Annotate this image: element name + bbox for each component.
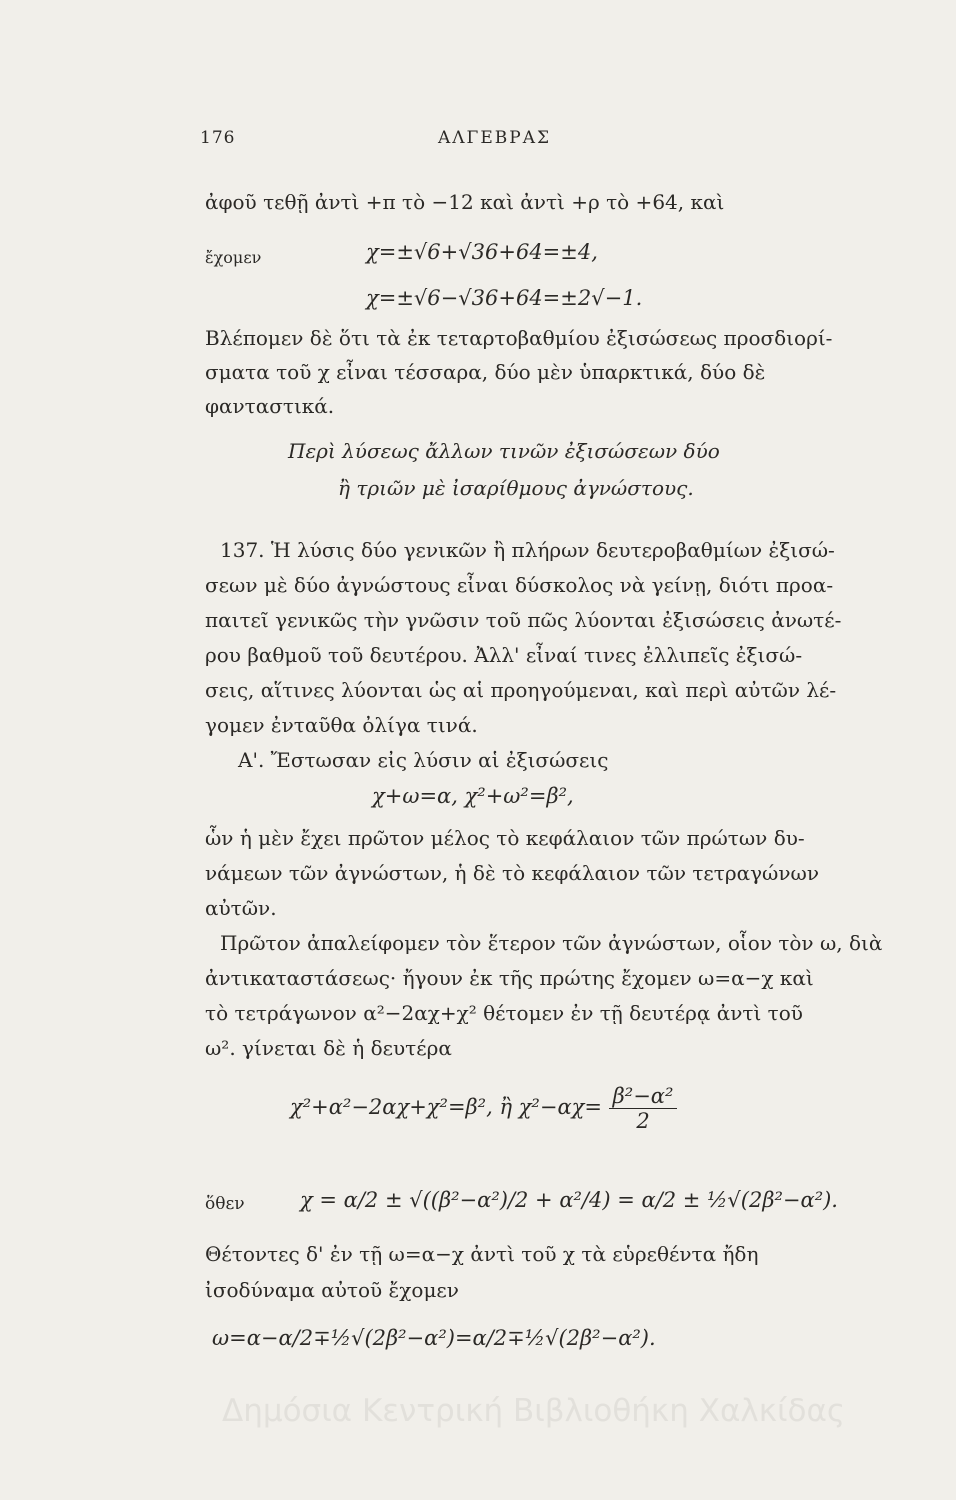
equation: χ=±√6−√36+64=±2√−1. [366, 286, 643, 310]
equation: χ = α/2 ± √((β²−α²)/2 + α²/4) = α/2 ± ½√(2β²−α²). [300, 1188, 838, 1212]
equation: χ=±√6+√36+64=±4, [366, 240, 598, 264]
paragraph-line: ω². γίνεται δὲ ἡ δευτέρα [205, 1036, 452, 1060]
fraction-numerator: β²−α² [609, 1084, 678, 1109]
section-heading: Περὶ λύσεως ἄλλων τινῶν ἐξισώσεων δύο [288, 439, 720, 463]
paragraph-line: νάμεων τῶν ἀγνώστων, ἡ δὲ τὸ κεφάλαιον τῶν τετραγώνων [205, 861, 819, 885]
text-line: ἔχομεν [205, 248, 262, 267]
paragraph-line: τὸ τετράγωνον α²−2αχ+χ² θέτομεν ἐν τῇ δευτέρᾳ ἀντὶ τοῦ [205, 1001, 803, 1025]
paragraph-line: Πρῶτον ἀπαλείφομεν τὸν ἕτερον τῶν ἀγνώστων, οἷον τὸν ω, διὰ [220, 931, 883, 955]
paragraph-line: ὧν ἡ μὲν ἔχει πρῶτον μέλος τὸ κεφάλαιον τῶν πρώτων δυ- [205, 826, 805, 850]
page-number: 176 [200, 128, 236, 148]
paragraph-line: 137. Ἡ λύσις δύο γενικῶν ἢ πλήρων δευτεροβαθμίων ἐξισώ- [220, 538, 835, 562]
text-line: ἀφοῦ τεθῇ ἀντὶ +π τὸ −12 καὶ ἀντὶ +ρ τὸ +64, καὶ [205, 190, 725, 214]
text-line: φανταστικά. [205, 394, 335, 418]
equation: χ+ω=α, χ²+ω²=β², [372, 784, 574, 808]
text-line: Βλέπομεν δὲ ὅτι τὰ ἐκ τεταρτοβαθμίου ἐξισώσεως προσδιορί- [205, 326, 833, 350]
fraction-denominator: 2 [636, 1109, 650, 1133]
fraction [609, 1084, 678, 1133]
paragraph-line: αὐτῶν. [205, 896, 277, 920]
paragraph-line: ρου βαθμοῦ τοῦ δευτέρου. Ἀλλ' εἶναί τινες ἐλλιπεῖς ἐξισώ- [205, 643, 803, 667]
text-line: ὅθεν [205, 1194, 245, 1214]
paragraph-line: σεις, αἵτινες λύονται ὡς αἱ προηγούμεναι, καὶ περὶ αὐτῶν λέ- [205, 678, 837, 702]
equation [290, 1084, 677, 1133]
text-line: σματα τοῦ χ εἶναι τέσσαρα, δύο μὲν ὑπαρκτικά, δύο δὲ [205, 360, 766, 384]
equation: ω=α−α/2∓½√(2β²−α²)=α/2∓½√(2β²−α²). [212, 1326, 656, 1350]
paragraph-line: ἀντικαταστάσεως· ἤγουν ἐκ τῆς πρώτης ἔχομεν ω=α−χ καὶ [205, 966, 814, 990]
running-title: ΑΛΓΕΒΡΑΣ [438, 128, 551, 148]
section-heading: ἢ τριῶν μὲ ἰσαρίθμους ἀγνώστους. [338, 476, 694, 500]
paragraph-line: Θέτοντες δ' ἐν τῇ ω=α−χ ἀντὶ τοῦ χ τὰ εὑρεθέντα ἤδη [205, 1242, 759, 1266]
paragraph-line: σεων μὲ δύο ἀγνώστους εἶναι δύσκολος νὰ γείνῃ, διότι προα- [205, 573, 834, 597]
paragraph-line: γομεν ἐνταῦθα ὀλίγα τινά. [205, 713, 478, 737]
paragraph-line: Α'. Ἔστωσαν εἰς λύσιν αἱ ἐξισώσεις [238, 748, 609, 772]
paragraph-line: ἰσοδύναμα αὐτοῦ ἔχομεν [205, 1278, 459, 1302]
library-watermark: Δημόσια Κεντρική Βιβλιοθήκη Χαλκίδας [222, 1393, 846, 1429]
paragraph-line: παιτεῖ γενικῶς τὴν γνῶσιν τοῦ πῶς λύονται ἐξισώσεις ἀνωτέ- [205, 608, 842, 632]
equation-left: χ²+α²−2αχ+χ²=β², ἢ χ²−αχ= [290, 1095, 602, 1119]
